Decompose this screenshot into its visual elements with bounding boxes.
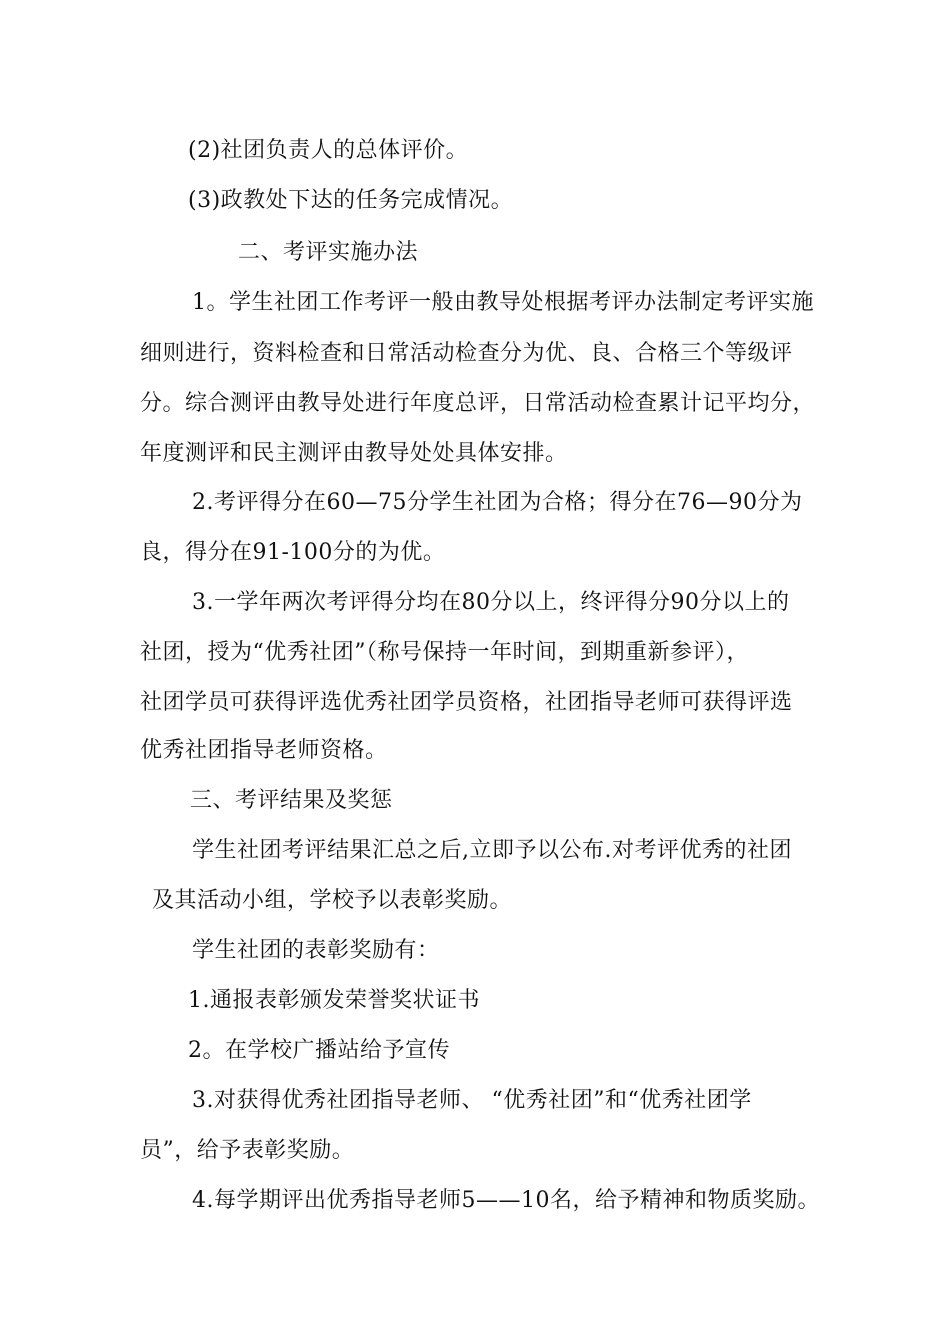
paragraph-line: 年度测评和民主测评由教导处处具体安排。: [140, 441, 568, 466]
section-heading: 三、考评结果及奖惩: [190, 788, 393, 813]
list-item: 员”，给予表彰奖励。: [140, 1138, 355, 1163]
section-heading: 二、考评实施办法: [238, 240, 419, 265]
paragraph-line: 社团，授为“优秀社团”（称号保持一年时间，到期重新参评），: [140, 640, 749, 665]
paragraph-line: (2)社团负责人的总体评价。: [188, 138, 469, 163]
paragraph-line: 3.一学年两次考评得分均在80分以上，终评得分90分以上的: [192, 590, 790, 615]
list-item: 3.对获得优秀社团指导老师、 “优秀社团”和“优秀社团学: [192, 1088, 752, 1113]
paragraph-line: 学生社团考评结果汇总之后,立即予以公布.对考评优秀的社团: [192, 838, 792, 863]
paragraph-line: 良，得分在91-100分的为优。: [140, 540, 446, 565]
paragraph-line: (3)政教处下达的任务完成情况。: [188, 188, 514, 213]
list-item: 1.通报表彰颁发荣誉奖状证书: [188, 988, 480, 1013]
paragraph-line: 2.考评得分在60—75分学生社团为合格；得分在76—90分为: [192, 490, 803, 515]
paragraph-line: 及其活动小组，学校予以表彰奖励。: [152, 888, 513, 913]
list-item: 2。在学校广播站给予宣传: [188, 1038, 450, 1063]
paragraph-line: 学生社团的表彰奖励有：: [192, 938, 440, 963]
paragraph-line: 社团学员可获得评选优秀社团学员资格，社团指导老师可获得评选: [140, 690, 793, 715]
paragraph-line: 细则进行，资料检查和日常活动检查分为优、良、合格三个等级评: [140, 341, 793, 366]
paragraph-line: 优秀社团指导老师资格。: [140, 738, 388, 763]
paragraph-line: 1。学生社团工作考评一般由教导处根据考评办法制定考评实施: [192, 290, 814, 315]
list-item: 4.每学期评出优秀指导老师5——10名，给予精神和物质奖励。: [192, 1188, 820, 1213]
paragraph-line: 分。综合测评由教导处进行年度总评，日常活动检查累计记平均分，: [140, 391, 816, 416]
